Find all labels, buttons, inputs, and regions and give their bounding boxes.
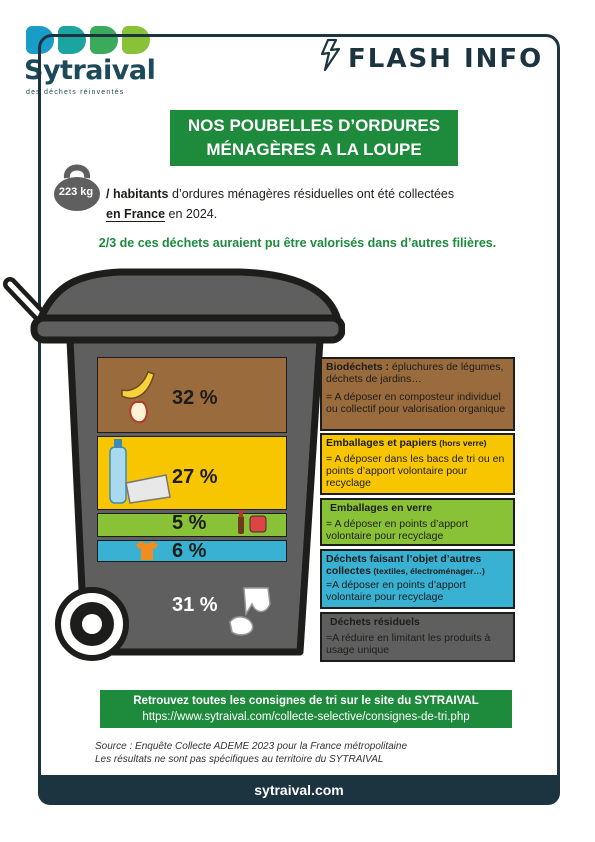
kettlebell-icon	[52, 156, 102, 212]
stat-line1-text: d’ordures ménagères résiduelles ont été collectées	[168, 187, 455, 201]
footer-site-link[interactable]: sytraival.com	[254, 782, 344, 798]
segment-percent-4: 6 %	[172, 540, 207, 562]
source-line-1: Source : Enquête Collecte ADEME 2023 pour la France métropolitaine	[95, 741, 408, 752]
footer-bar	[38, 775, 560, 805]
diaper-tissue-icon	[226, 584, 276, 640]
desc-1-text: épluchures de légumes, déchets de jardins…	[326, 361, 504, 385]
consignes-box	[100, 690, 512, 728]
desc-4-action: =A déposer en points d’apport volontaire pour recyclage	[326, 579, 466, 603]
desc-5-action: =A réduire en limitant les produits à usage unique	[326, 632, 491, 656]
main-title-line2: MÉNAGÈRES A LA LOUPE	[206, 140, 422, 159]
desc-4-extra: (textiles, électroménager…)	[370, 566, 485, 576]
flash-info-title: FLASH INFO	[348, 44, 544, 74]
consignes-text: Retrouvez toutes les consignes de tri sur le site du SYTRAIVAL	[133, 695, 479, 707]
stat-line-1	[106, 186, 526, 202]
stat-habitants: / habitants	[106, 187, 169, 201]
segment-percent-5: 31 %	[172, 594, 218, 616]
banana-apple-icon	[118, 362, 164, 428]
desc-1-title: Biodéchets :	[326, 361, 390, 373]
desc-emballages	[320, 433, 515, 495]
desc-1-action: = A déposer en composteur individuel ou collectif pour valorisation organique	[326, 391, 506, 415]
logo-name: Sytraival	[24, 55, 156, 86]
desc-2-action: = A déposer dans les bacs de tri ou en points d’apport volontaire pour recyclage	[326, 453, 505, 489]
segment-percent-2: 27 %	[172, 466, 218, 488]
desc-residuels	[320, 612, 515, 662]
desc-2-extra: (hors verre)	[436, 438, 487, 448]
desc-5-title: Déchets résiduels	[330, 616, 420, 628]
stat-line-2	[106, 206, 217, 222]
desc-4-title: Déchets faisant l’objet d’autres collectes	[326, 553, 482, 577]
main-title-line1: NOS POUBELLES D’ORDURES	[187, 116, 441, 135]
desc-3-title: Emballages en verre	[330, 502, 433, 514]
segment-percent-3: 5 %	[172, 512, 207, 534]
logo-tagline: des déchets réinventés	[26, 89, 125, 96]
source-line-2: Les résultats ne sont pas spécifiques au territoire du SYTRAIVAL	[95, 754, 384, 765]
stat-line2-text: en 2024.	[165, 207, 218, 221]
desc-autres-collectes	[320, 549, 515, 609]
desc-verre	[320, 498, 515, 546]
consignes-link[interactable]: https://www.sytraival.com/collecte-selective/consignes-de-tri.php	[142, 711, 470, 723]
tshirt-icon	[134, 539, 160, 561]
stat-france: en France	[106, 207, 166, 221]
desc-biodechets	[320, 357, 515, 431]
desc-3-action: = A déposer en points d’apport volontaire pour recyclage	[326, 518, 469, 542]
segment-percent-1: 32 %	[172, 387, 218, 409]
valorisation-text: 2/3 de ces déchets auraient pu être valorisés dans d’autres filières.	[98, 236, 497, 250]
glass-jar-icon	[234, 508, 270, 534]
source-note	[95, 740, 515, 766]
bottle-newspaper-icon	[104, 437, 172, 507]
lightning-bolt-icon	[318, 38, 344, 72]
main-title-box	[170, 110, 458, 166]
weight-value: 223 kg	[58, 186, 94, 198]
desc-2-title: Emballages et papiers	[326, 437, 437, 449]
